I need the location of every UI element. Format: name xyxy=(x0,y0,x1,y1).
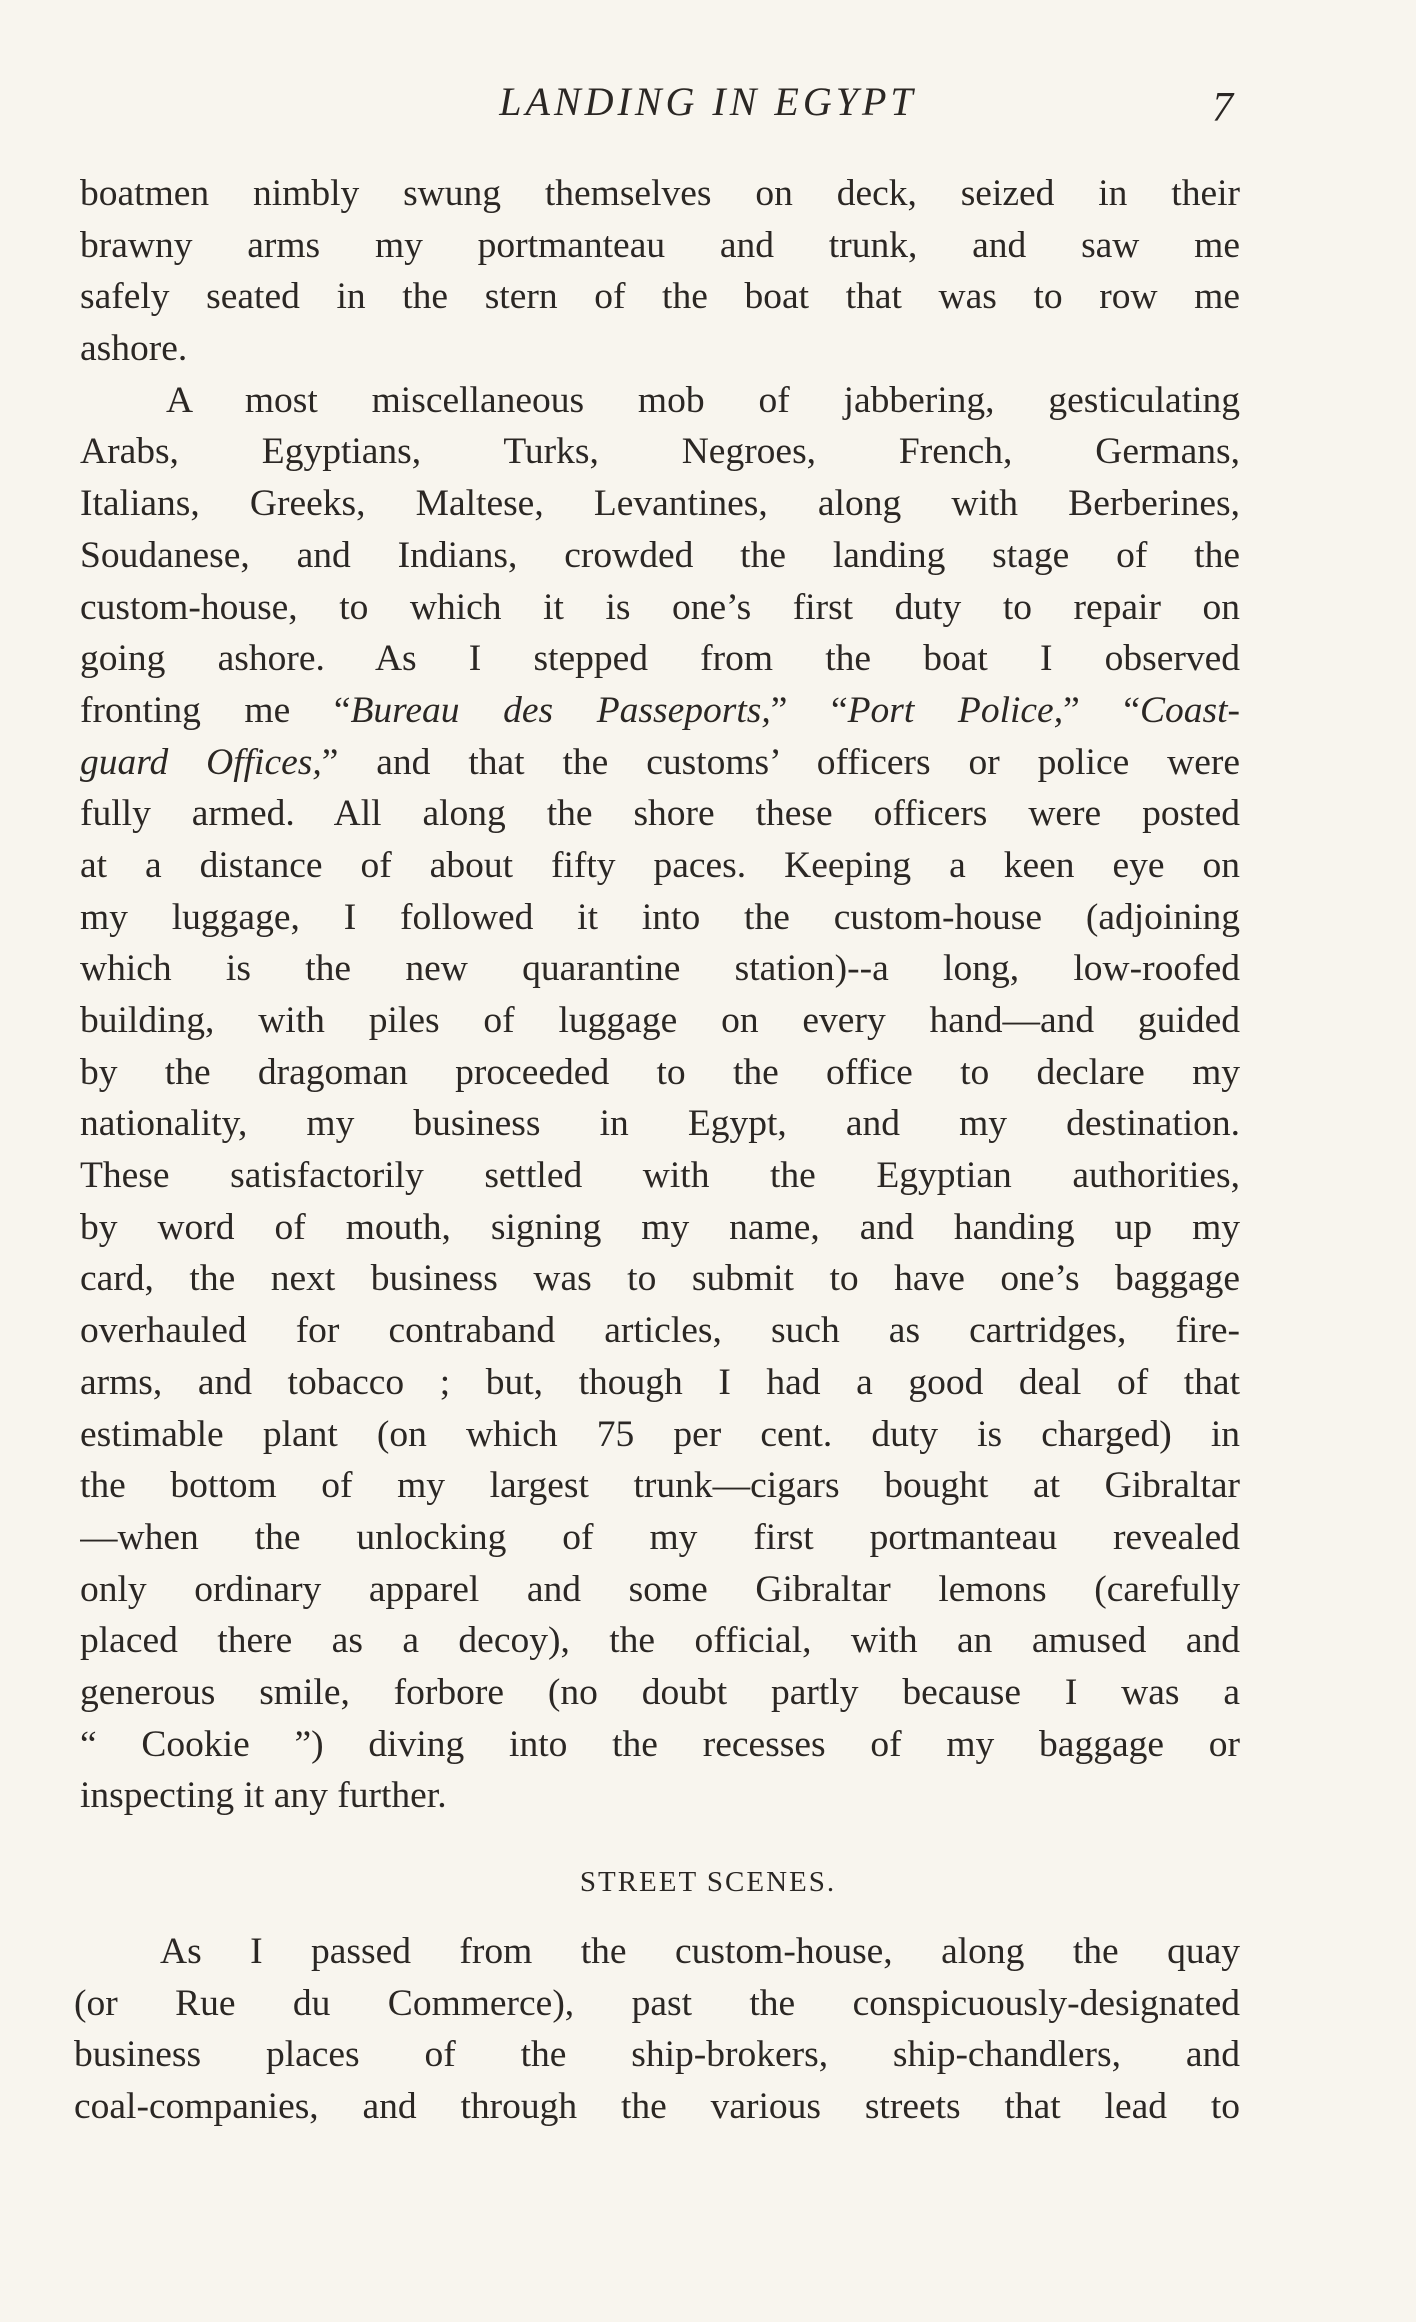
page-number: 7 xyxy=(1212,85,1233,131)
text-line: nationality, my business in Egypt, and my destination. xyxy=(80,1103,1240,1145)
text-line: A most miscellaneous mob of jabbering, gesticulating xyxy=(166,379,1240,421)
text-line: “ Cookie ”) diving into the recesses of my baggage or xyxy=(80,1723,1240,1765)
text-line: placed there as a decoy), the official, with an amused and xyxy=(80,1620,1240,1662)
text-run: ” “ xyxy=(1063,689,1140,731)
text-line: my luggage, I followed it into the custom-house (adjoining xyxy=(80,896,1240,938)
text-line: generous smile, forbore (no doubt partly because I was a xyxy=(80,1671,1240,1713)
text-line: estimable plant (on which 75 per cent. duty is charged) in xyxy=(80,1413,1240,1455)
text-line: inspecting it any further. xyxy=(80,1775,447,1817)
text-line: overhauled for contraband articles, such as cartridges, fire- xyxy=(80,1310,1240,1352)
italic-title: Bureau des Passeports, xyxy=(350,689,771,731)
text-line: Italians, Greeks, Maltese, Levantines, along with Berberines, xyxy=(80,483,1240,525)
text-line: the bottom of my largest trunk—cigars bought at Gibraltar xyxy=(80,1465,1240,1507)
text-line: As I passed from the custom-house, along the quay xyxy=(160,1931,1240,1972)
main-text xyxy=(80,168,1240,1822)
text-line: arms, and tobacco ; but, though I had a good deal of that xyxy=(80,1361,1240,1403)
text-line: only ordinary apparel and some Gibraltar lemons (carefully xyxy=(80,1568,1240,1610)
text-line xyxy=(80,737,1240,789)
text-line xyxy=(80,685,1240,737)
text-line: going ashore. As I stepped from the boat I observed xyxy=(80,638,1240,680)
text-line: —when the unlocking of my first portmanteau revealed xyxy=(80,1516,1240,1558)
italic-title: guard Offices, xyxy=(80,741,322,783)
text-line: building, with piles of luggage on every hand—and guided xyxy=(80,1000,1240,1041)
text-line: Soudanese, and Indians, crowded the landing stage of the xyxy=(80,534,1240,576)
text-line: coal-companies, and through the various streets that lead to xyxy=(74,2086,1240,2128)
text-line: which is the new quarantine station)--a long, low-roofed xyxy=(80,948,1240,990)
text-line: business places of the ship-brokers, ship-chandlers, and xyxy=(74,2034,1240,2076)
text-run: fronting me “ xyxy=(80,689,351,731)
section-heading: STREET SCENES. xyxy=(579,1866,837,1898)
section-text xyxy=(74,1926,1240,2133)
text-line: card, the next business was to submit to have one’s baggage xyxy=(80,1258,1240,1300)
running-title: LANDING IN EGYPT xyxy=(499,79,917,124)
text-line: boatmen nimbly swung themselves on deck, seized in their xyxy=(80,173,1240,214)
text-line: These satisfactorily settled with the Egyptian authorities, xyxy=(80,1155,1240,1197)
text-line: brawny arms my portmanteau and trunk, and saw me xyxy=(80,224,1240,266)
text-line: (or Rue du Commerce), past the conspicuously-designated xyxy=(74,1982,1240,2024)
text-line: safely seated in the stern of the boat that was to row me xyxy=(80,276,1240,318)
text-line: custom-house, to which it is one’s first duty to repair on xyxy=(80,586,1240,628)
text-line: at a distance of about fifty paces. Keeping a keen eye on xyxy=(80,844,1240,886)
text-line: by word of mouth, signing my name, and handing up my xyxy=(80,1206,1240,1248)
text-line: ashore. xyxy=(80,328,188,370)
text-line: fully armed. All along the shore these officers were posted xyxy=(80,793,1240,835)
text-run: ” and that the customs’ officers or police were xyxy=(321,741,1240,783)
italic-title: Port Police, xyxy=(847,689,1064,731)
text-run: ” “ xyxy=(770,689,848,731)
text-line: Arabs, Egyptians, Turks, Negroes, French, Germans, xyxy=(80,431,1240,473)
italic-title: Coast- xyxy=(1139,689,1240,731)
text-line: by the dragoman proceeded to the office to declare my xyxy=(80,1051,1240,1093)
